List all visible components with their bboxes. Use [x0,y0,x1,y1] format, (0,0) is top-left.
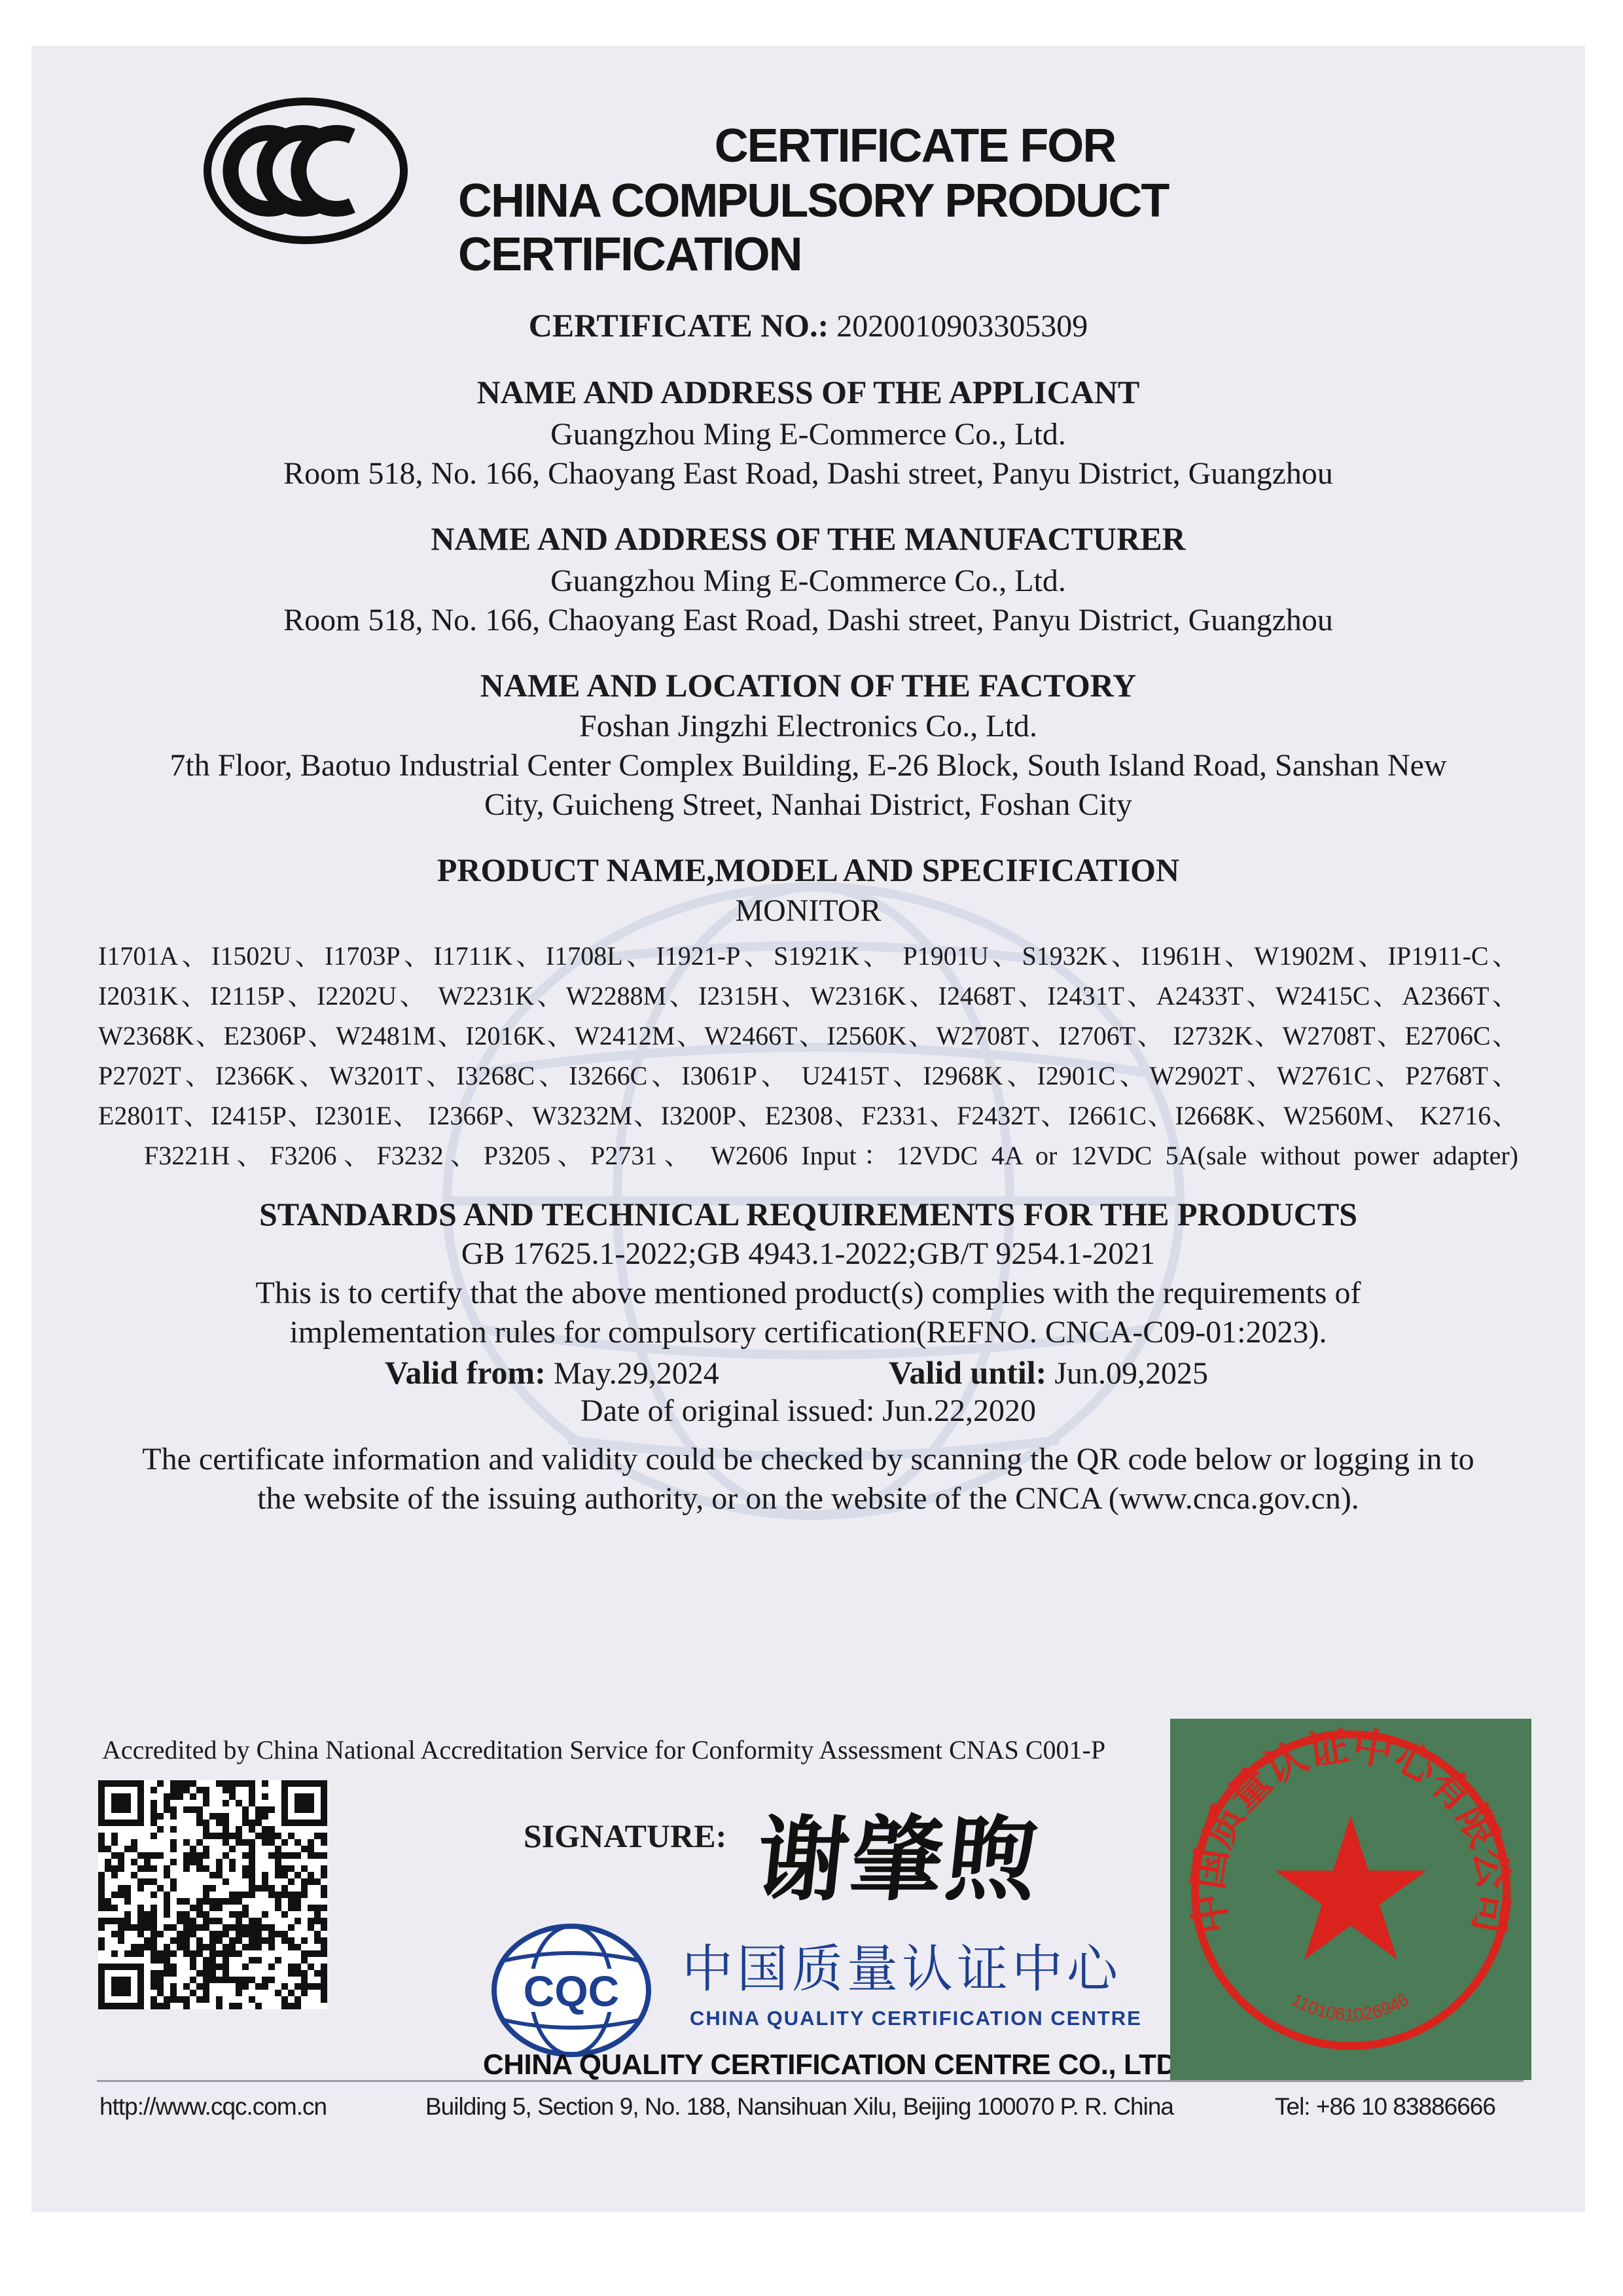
official-seal [1170,1719,1531,2080]
valid-from-label: Valid from: [385,1354,546,1391]
cqc-name-cn: 中国质量认证中心 [682,1940,1122,1999]
cqc-logo-text: CQC [523,1967,620,2015]
title-line-1: CERTIFICATE FOR [714,120,1116,172]
certificate-number-value: 2020010903305309 [836,309,1088,344]
notice-line-1: The certificate information and validity could be checked by scanning the QR code below or logging in to [142,1442,1474,1477]
model-line: I1701A、I1502U、I1703P、I1711K、I1708L、I1921-P、S1921K、 P1901U、S1932K、I1961H、W1902M、IP1911-C、 [98,941,1518,971]
valid-from [385,1354,719,1391]
notice-line-2: the website of the issuing authority, or on the website of the CNCA (www.cnca.gov.cn). [257,1481,1359,1516]
manufacturer-heading: NAME AND ADDRESS OF THE MANUFACTURER [431,520,1186,557]
factory-heading: NAME AND LOCATION OF THE FACTORY [480,667,1137,704]
applicant-name: Guangzhou Ming E-Commerce Co., Ltd. [550,417,1066,452]
valid-until [889,1354,1208,1391]
factory-address-line-1: 7th Floor, Baotuo Industrial Center Complex Building, E-26 Block, South Island Road, Sanshan New [169,748,1447,783]
model-line: I2031K、I2115P、I2202U、 W2231K、W2288M、I2315H、W2316K、I2468T、I2431T、A2433T、W2415C、A2366T、 [98,981,1518,1011]
valid-until-label: Valid until: [889,1354,1047,1391]
cqc-name-en: CHINA QUALITY CERTIFICATION CENTRE [690,2007,1142,2030]
accreditation-text: Accredited by China National Accreditation Service for Conformity Assessment CNAS C001-P [102,1735,1106,1765]
certificate-number-row [31,306,1585,344]
cqc-globe-logo [490,1922,653,2059]
cqc-company-name: CHINA QUALITY CERTIFICATION CENTRE CO., LTD. [483,2049,1185,2081]
signature-label: SIGNATURE: [524,1818,727,1854]
applicant-heading: NAME AND ADDRESS OF THE APPLICANT [476,374,1140,410]
footer-website[interactable]: http://www.cqc.com.cn [99,2093,327,2120]
footer-address: Building 5, Section 9, No. 188, Nansihuan Xilu, Beijing 100070 P. R. China [425,2093,1174,2120]
footer-telephone: Tel: +86 10 83886666 [1275,2093,1495,2120]
standards-heading: STANDARDS AND TECHNICAL REQUIREMENTS FOR THE PRODUCTS [259,1196,1358,1232]
certificate-number-label: CERTIFICATE NO.: [528,307,829,344]
signature-handwriting: 谢肇煦 [751,1807,1046,1914]
model-line: E2801T、I2415P、I2301E、 I2366P、W3232M、I3200P、E2308、F2331、F2432T、I2661C、I2668K、W2560M、 K2716、 [98,1101,1518,1130]
manufacturer-name: Guangzhou Ming E-Commerce Co., Ltd. [550,564,1066,598]
qr-code[interactable] [98,1780,327,2009]
manufacturer-address: Room 518, No. 166, Chaoyang East Road, Dashi street, Panyu District, Guangzhou [283,603,1333,637]
standards-list: GB 17625.1-2022;GB 4943.1-2022;GB/T 9254.1-2021 [461,1236,1156,1271]
footer-divider [97,2080,1524,2082]
product-heading: PRODUCT NAME,MODEL AND SPECIFICATION [437,852,1180,888]
applicant-address: Room 518, No. 166, Chaoyang East Road, Dashi street, Panyu District, Guangzhou [283,456,1333,491]
factory-name: Foshan Jingzhi Electronics Co., Ltd. [579,709,1037,744]
certify-statement-line-1: This is to certify that the above mentioned product(s) complies with the requirements of [255,1276,1361,1310]
model-line: P2702T、I2366K、W3201T、I3268C、I3266C、I3061P、 U2415T、I2968K、I2901C、W2902T、W2761C、P2768T、 [98,1061,1518,1090]
valid-until-value: Jun.09,2025 [1054,1356,1208,1391]
model-line: W2368K、E2306P、W2481M、I2016K、W2412M、W2466T、I2560K、W2708T、I2706T、 I2732K、W2708T、E2706C、 [98,1021,1518,1050]
certify-statement-line-2: implementation rules for compulsory certification(REFNO. CNCA-C09-01:2023). [289,1315,1327,1350]
product-name: MONITOR [735,893,882,928]
seal-number: 1101061026946 [1288,1989,1412,2025]
model-line: F3221H、F3206、F3232、P3205、P2731、 W2606 Input：12VDC 4A or 12VDC 5A(sale without power adapter) [144,1141,1518,1170]
factory-address-line-2: City, Guicheng Street, Nanhai District, Foshan City [484,787,1133,822]
title-line-2: CHINA COMPULSORY PRODUCT CERTIFICATION [458,175,1169,281]
svg-text:1101061026946 [1288,1990,1412,2024]
valid-from-value: May.29,2024 [553,1356,719,1391]
certificate-sheet [31,46,1585,2212]
product-model-list [98,936,1518,1175]
original-issue-date: Date of original issued: Jun.22,2020 [580,1393,1036,1428]
seal-text: 中国质量认证中心有限公司 [1183,1721,1518,1938]
